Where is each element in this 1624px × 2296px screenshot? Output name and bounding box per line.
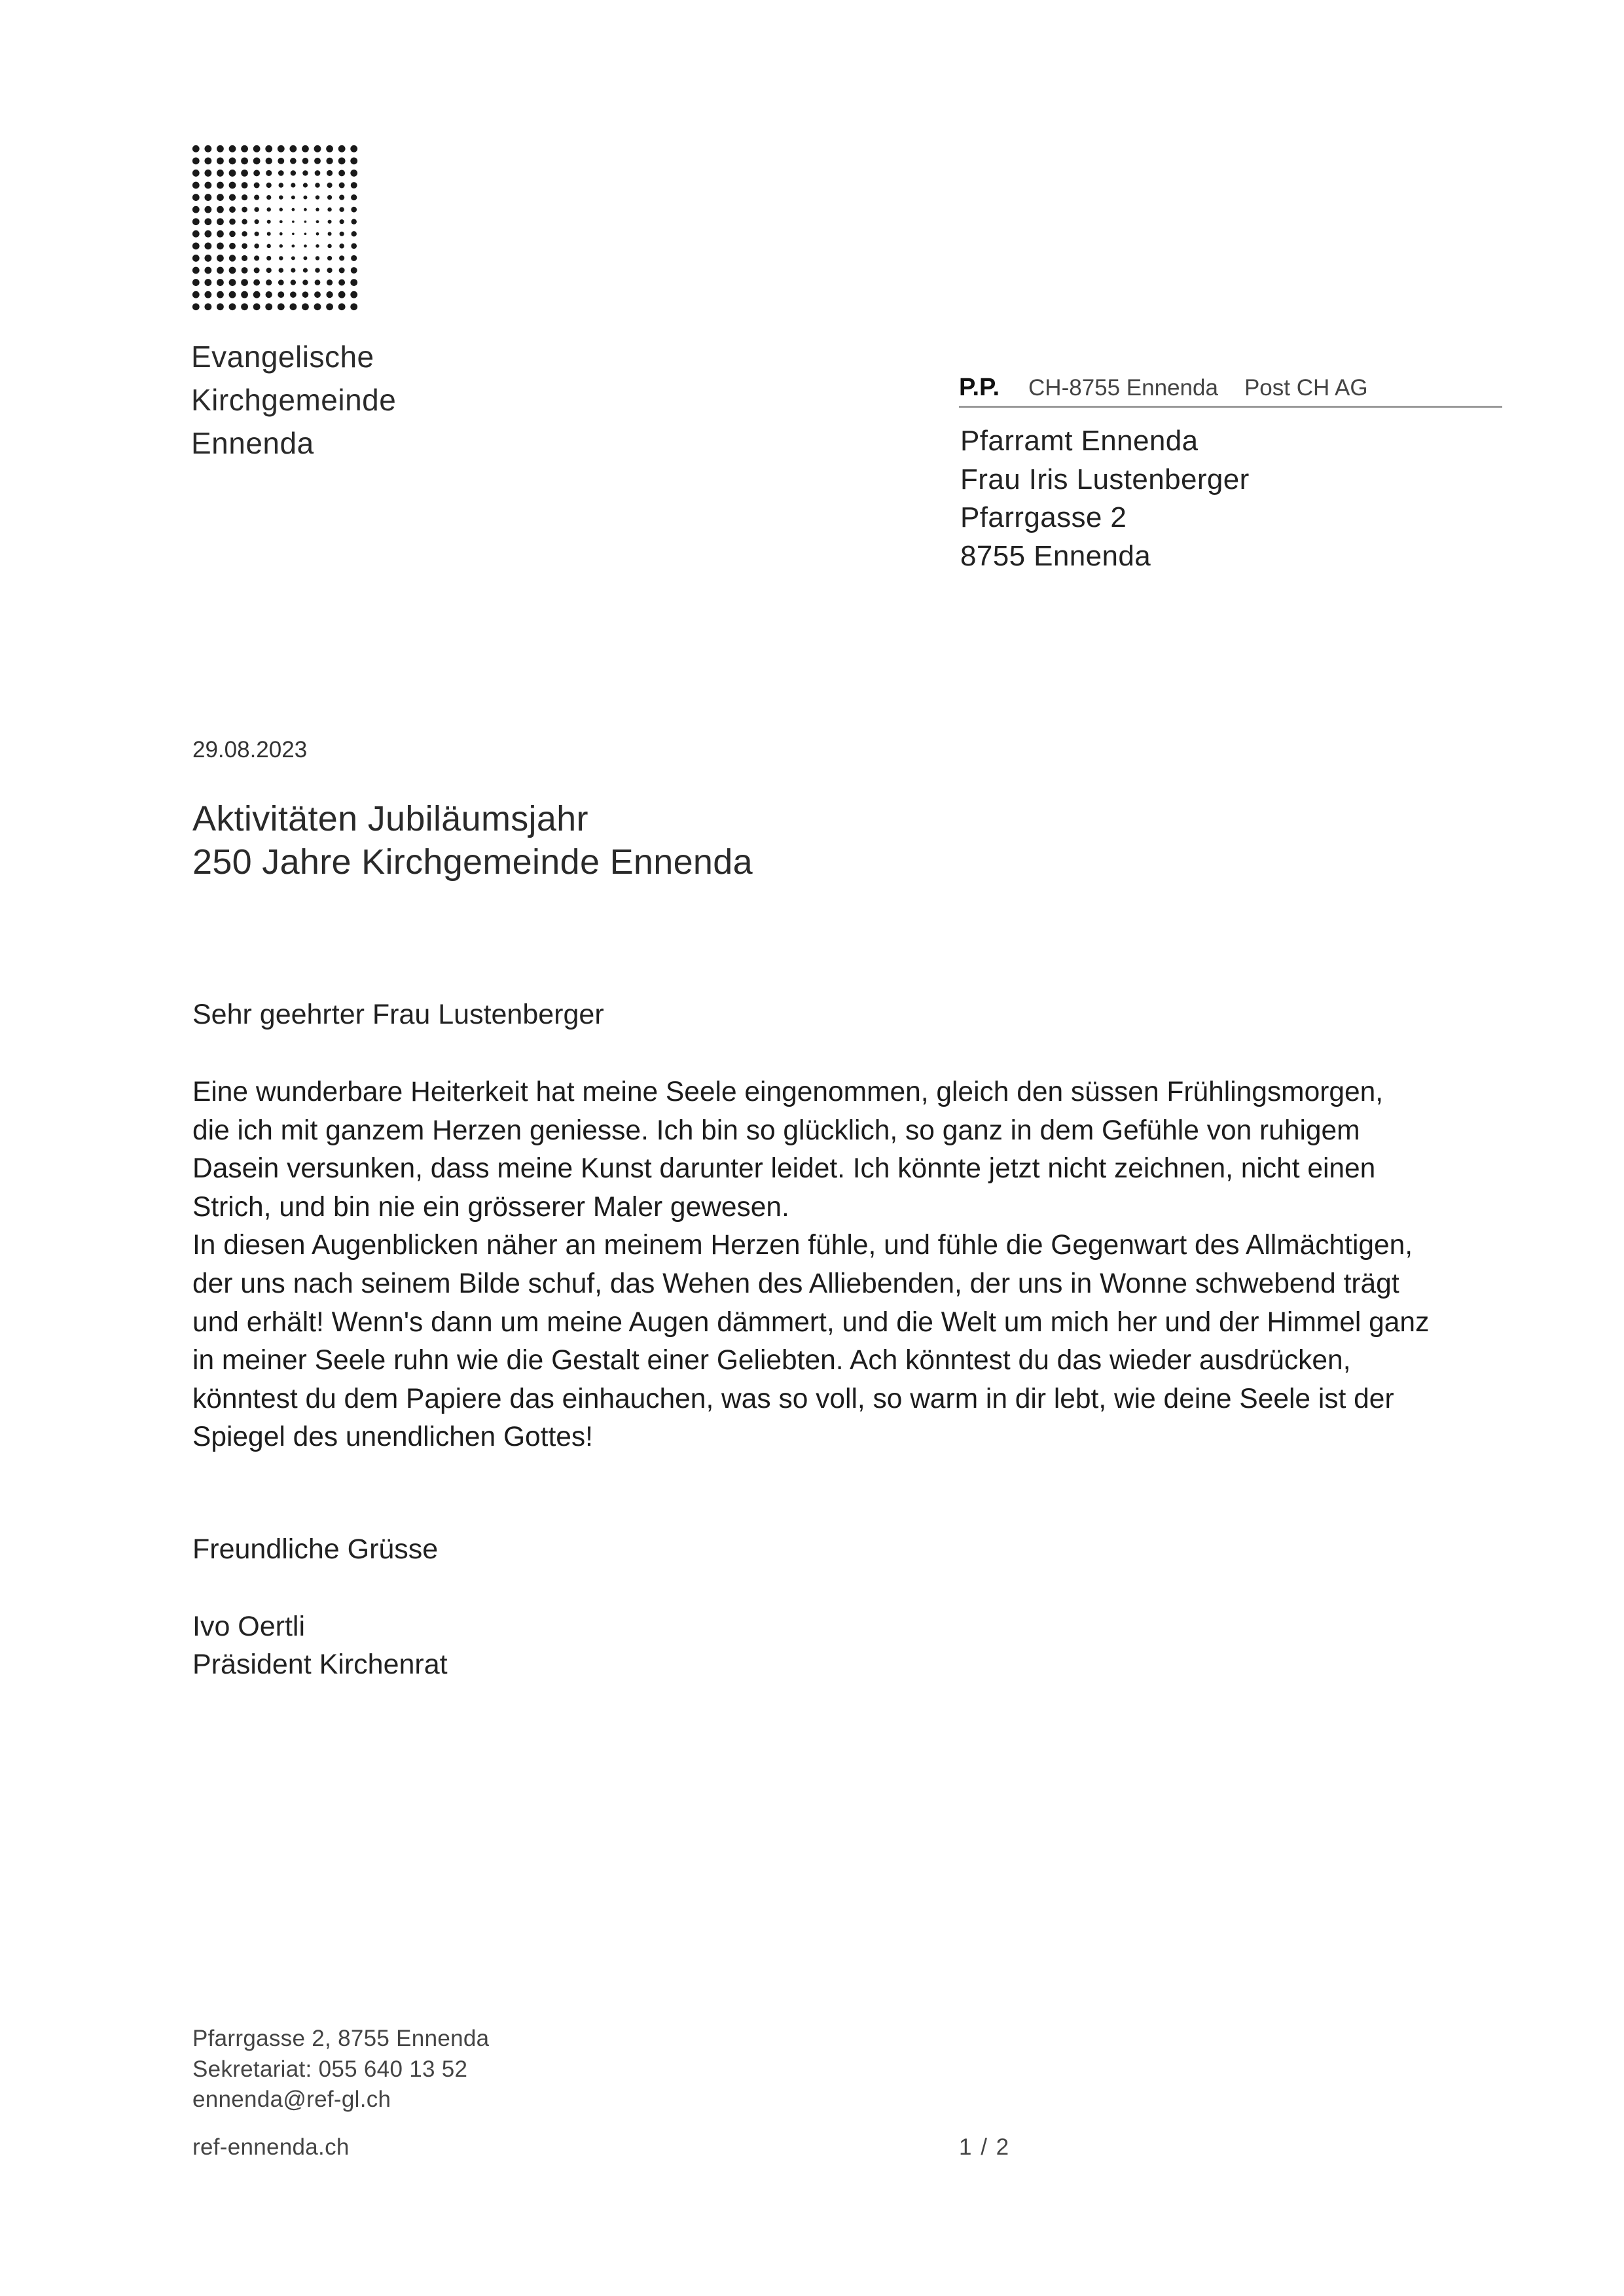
logo-dot [217, 206, 224, 213]
logo-dot [266, 256, 271, 260]
logo-dot [204, 230, 211, 238]
logo-dot [339, 183, 345, 188]
logo-dot [280, 244, 283, 247]
logo-dot [217, 194, 224, 201]
logo-dot [204, 206, 211, 213]
signature-block [192, 1607, 448, 1683]
logo-dot [327, 268, 333, 273]
footer-phone: Sekretariat: 055 640 13 52 [192, 2056, 468, 2082]
logo-dot [266, 183, 272, 188]
subject-line: 250 Jahre Kirchgemeinde Ennenda [192, 842, 753, 882]
logo-dot [192, 255, 200, 262]
logo-dot [291, 279, 296, 285]
body-line: Spiegel des unendlichen Gottes! [192, 1422, 593, 1453]
logo-dot [339, 268, 345, 274]
logo-dot [253, 303, 261, 310]
logo-dot [267, 244, 271, 248]
logo-dot [229, 255, 236, 261]
logo-dot [266, 158, 272, 164]
logo-dot [279, 183, 284, 188]
salutation: Sehr geehrter Frau Lustenberger [192, 999, 604, 1030]
logo-dot [229, 206, 236, 213]
logo-dot [254, 195, 259, 200]
postage-mark: P.P. [959, 374, 1000, 401]
logo-dot [339, 195, 344, 200]
logo-dot [253, 291, 261, 298]
body-line: in meiner Seele ruhn wie die Gestalt einer Geliebten. Ach könntest du das wieder ausdrücken, [192, 1345, 1351, 1376]
logo-dot [279, 268, 284, 273]
postage-line [959, 369, 1502, 408]
logo-dot [192, 170, 200, 177]
logo-dot [350, 303, 357, 310]
org-name-line: Ennenda [191, 426, 314, 460]
logo-dot [254, 255, 259, 260]
letter-subject [192, 797, 753, 884]
logo-dot [204, 170, 211, 177]
logo-dot [241, 279, 248, 286]
logo-dot [267, 220, 271, 224]
logo-dot [229, 230, 236, 237]
logo-dot [254, 207, 259, 212]
logo-dot [352, 219, 357, 224]
logo-dot [327, 183, 333, 188]
logo-dot [254, 243, 259, 249]
logo-dot [302, 158, 309, 164]
logo-dot [192, 145, 200, 152]
footer-contact [192, 2024, 489, 2115]
logo-dot [338, 303, 346, 310]
logo-dot [192, 206, 200, 213]
logo-dot [304, 232, 307, 235]
logo-dot [292, 221, 295, 223]
logo-dot [204, 194, 211, 201]
logo-dot [291, 256, 295, 260]
logo-dot [278, 145, 285, 152]
logo-dot [302, 303, 309, 310]
logo-dot [302, 279, 308, 285]
logo-dot [303, 256, 307, 260]
logo-dot [242, 255, 247, 261]
body-line: In diesen Augenblicken näher an meinem Herzen fühle, und fühle die Gegenwart des Allmächtigen, [192, 1230, 1413, 1261]
logo-dot [314, 145, 321, 152]
logo-dot [326, 291, 333, 298]
logo-dot [242, 182, 248, 188]
logo-dot [217, 279, 224, 286]
logo-dot [314, 158, 321, 164]
logo-dot [253, 157, 261, 164]
logo-dot [217, 242, 224, 249]
logo-dot [303, 196, 307, 200]
logo-dot [290, 291, 297, 298]
logo-dot [278, 158, 284, 164]
logo-dot [229, 157, 236, 164]
sender-organisation [191, 335, 396, 465]
logo-dot [338, 170, 345, 177]
logo-dot [229, 170, 236, 177]
logo-dot [254, 268, 260, 274]
logo-dot [204, 145, 211, 152]
logo-dot [266, 291, 272, 298]
logo-dot [192, 267, 200, 274]
body-line: Dasein versunken, dass meine Kunst darunter leidet. Ich könnte jetzt nicht zeichnen, nicht einen [192, 1153, 1376, 1185]
logo-dot [350, 279, 357, 286]
logo-dot [278, 291, 284, 298]
logo-dot [278, 170, 284, 176]
postage-origin: CH-8755 Ennenda [1028, 375, 1218, 401]
logo-dot [303, 183, 308, 187]
letter-date: 29.08.2023 [192, 737, 308, 762]
logo-dot [192, 218, 200, 225]
logo-dot [338, 145, 346, 152]
logo-dot [192, 303, 200, 310]
logo-dot [217, 218, 224, 225]
subject-line: Aktivitäten Jubiläumsjahr [192, 799, 588, 838]
logo-dot [192, 242, 200, 249]
logo-dot [229, 291, 236, 298]
logo-dot [315, 183, 320, 188]
postage-carrier: Post CH AG [1244, 375, 1368, 401]
logo-dot [350, 145, 357, 152]
logo-dot [229, 194, 236, 200]
logo-dot [291, 196, 295, 200]
logo-dot [229, 243, 236, 249]
logo-dot [266, 268, 272, 273]
logo-dot [229, 303, 236, 310]
logo-dot [241, 145, 248, 152]
logo-dot [303, 268, 308, 272]
recipient-line: Pfarramt Ennenda [960, 425, 1199, 457]
logo-dot [338, 291, 346, 298]
logo-dot [292, 232, 295, 235]
logo-dot [242, 207, 247, 213]
logo-dot [267, 207, 271, 211]
logo-dot [291, 244, 295, 247]
logo-dot [217, 291, 224, 298]
logo-dot [340, 232, 344, 236]
logo-dot [204, 182, 211, 189]
logo-dot [339, 243, 344, 249]
body-line: Eine wunderbare Heiterkeit hat meine Seele eingenommen, gleich den süssen Frühlingsmorgen, [192, 1077, 1384, 1107]
logo-dot [316, 232, 319, 236]
logo-dot [316, 207, 319, 211]
logo-dot [229, 182, 236, 189]
logo-dot [315, 170, 321, 176]
logo-dot [192, 182, 200, 189]
logo-dot [266, 170, 272, 176]
org-name-line: Evangelische [191, 340, 374, 374]
logo-dot [242, 194, 247, 200]
logo-dot [279, 195, 283, 199]
logo-dot [265, 145, 272, 152]
logo-dot [217, 255, 224, 262]
logo-dot [229, 219, 236, 225]
logo-dot [315, 268, 320, 273]
logo-dot [339, 207, 344, 212]
logo-dot [217, 145, 224, 152]
body-line: die ich mit ganzem Herzen geniesse. Ich bin so glücklich, so ganz in dem Gefühle von ruhigem [192, 1115, 1360, 1146]
letter-body [192, 1073, 1515, 1457]
logo-dot [192, 291, 200, 298]
logo-dot [314, 303, 321, 310]
logo-dot [255, 232, 259, 236]
logo-dot [242, 231, 247, 236]
logo-dot [254, 183, 260, 188]
logo-dot [302, 170, 308, 175]
logo-dot [350, 291, 357, 298]
logo-dot [316, 195, 319, 199]
logo-dot [229, 145, 236, 152]
signer-title: Präsident Kirchenrat [192, 1649, 448, 1680]
logo-dot [327, 207, 331, 211]
body-line: Strich, und bin nie ein grösserer Maler gewesen. [192, 1191, 789, 1223]
logo-dot [304, 221, 307, 223]
logo-dot [279, 256, 283, 260]
logo-dot [204, 157, 211, 164]
logo-dot [327, 170, 333, 176]
logo-dot [192, 194, 200, 201]
body-line: könntest du dem Papiere das einhauchen, was so voll, so warm in dir lebt, wie deine Seele ist der [192, 1383, 1394, 1414]
logo-dot [316, 256, 319, 260]
logo-dot [351, 255, 357, 261]
signer-name: Ivo Oertli [192, 1611, 306, 1642]
logo-dot [278, 303, 285, 310]
logo-dot [327, 279, 333, 285]
logo-dot [338, 279, 345, 286]
logo-dot [242, 219, 247, 224]
logo-dot [351, 243, 357, 249]
logo-dot [316, 244, 319, 247]
logo-dot [340, 219, 344, 224]
logo-dot [351, 267, 357, 274]
logo-dot [266, 195, 271, 200]
logo-dot [241, 170, 248, 177]
dot-grid-logo-icon [190, 143, 360, 313]
logo-dot [204, 291, 211, 298]
logo-dot [217, 157, 224, 164]
logo-dot [315, 279, 321, 285]
logo-dot [266, 279, 272, 285]
logo-dot [291, 208, 295, 211]
logo-dot [253, 145, 261, 152]
logo-dot [291, 268, 295, 272]
logo-dot [241, 291, 248, 298]
recipient-address [960, 422, 1250, 575]
logo-dot [253, 170, 260, 177]
logo-dot [229, 279, 236, 286]
logo-dot [280, 232, 283, 236]
logo-dot [242, 243, 247, 249]
body-line: der uns nach seinem Bilde schuf, das Wehen des Alliebenden, der uns in Wonne schwebend trägt [192, 1268, 1399, 1299]
logo-dot [352, 231, 357, 236]
logo-dot [316, 220, 319, 223]
logo-dot [326, 145, 333, 152]
logo-dot [217, 267, 224, 274]
logo-dot [351, 207, 357, 213]
footer-website: ref-ennenda.ch [192, 2134, 350, 2160]
logo-dot [241, 303, 248, 310]
logo-dot [204, 218, 211, 225]
recipient-line: Pfarrgasse 2 [960, 501, 1127, 533]
logo-dot [326, 158, 333, 164]
logo-dot [192, 279, 200, 286]
logo-dot [217, 303, 224, 310]
logo-dot [328, 220, 332, 224]
logo-dot [255, 219, 259, 224]
logo-dot [327, 195, 332, 200]
logo-dot [302, 291, 309, 298]
closing: Freundliche Grüsse [192, 1534, 439, 1565]
recipient-line: Frau Iris Lustenberger [960, 463, 1250, 495]
logo-dot [204, 267, 211, 274]
logo-dot [338, 157, 346, 164]
logo-dot [339, 255, 344, 260]
logo-dot [290, 158, 297, 164]
logo-dot [302, 145, 309, 152]
logo-dot [314, 291, 321, 298]
logo-dot [217, 170, 224, 177]
logo-dot [192, 230, 200, 238]
org-name-line: Kirchgemeinde [191, 383, 397, 417]
logo-dot [265, 303, 272, 310]
logo-dot [289, 145, 297, 152]
footer-address: Pfarrgasse 2, 8755 Ennenda [192, 2026, 490, 2051]
logo-dot [278, 279, 284, 285]
logo-dot [192, 157, 200, 164]
logo-dot [350, 157, 357, 164]
logo-dot [267, 232, 271, 236]
body-line: und erhält! Wenn's dann um meine Augen dämmert, und die Welt um mich her und der Himmel ganz [192, 1306, 1430, 1338]
logo-dot [327, 244, 331, 248]
logo-dot [328, 232, 332, 236]
logo-dot [280, 220, 283, 223]
logo-dot [217, 230, 224, 238]
logo-dot [304, 208, 307, 211]
logo-dot [217, 182, 224, 189]
logo-dot [229, 267, 236, 274]
logo-dot [351, 182, 357, 188]
logo-dot [204, 242, 211, 249]
logo-dot [242, 267, 248, 274]
logo-dot [289, 303, 297, 310]
logo-dot [204, 279, 211, 286]
logo-dot [350, 170, 357, 177]
logo-dot [204, 303, 211, 310]
logo-dot [326, 303, 333, 310]
page-number: 1 / 2 [959, 2134, 1011, 2160]
recipient-line: 8755 Ennenda [960, 539, 1151, 572]
logo-dot [304, 244, 307, 247]
logo-dot [327, 256, 332, 260]
logo-dot [291, 170, 296, 175]
logo-dot [291, 183, 295, 187]
logo-dot [253, 279, 260, 286]
logo-dot [241, 157, 248, 164]
logo-dot [280, 207, 283, 211]
logo-dot [204, 255, 211, 262]
logo-dot [351, 194, 357, 200]
footer-email: ennenda@ref-gl.ch [192, 2087, 391, 2112]
